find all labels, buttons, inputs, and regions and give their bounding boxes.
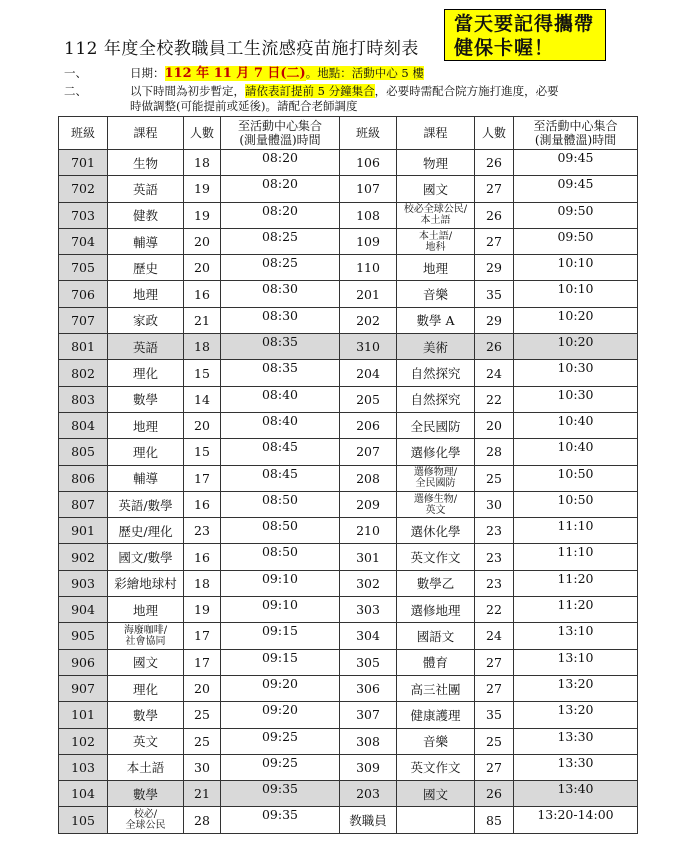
count-cell-2: 24 bbox=[475, 623, 514, 649]
course-cell-2: 體育 bbox=[397, 649, 475, 675]
course-cell-2: 物理 bbox=[397, 150, 475, 176]
count-cell-2: 23 bbox=[475, 544, 514, 570]
header-count-2: 人數 bbox=[475, 117, 514, 150]
count-cell-2: 29 bbox=[475, 307, 514, 333]
table-row bbox=[59, 360, 638, 386]
time-cell: 08:30 bbox=[221, 281, 340, 307]
reminder-line-2: 健保卡喔！ bbox=[454, 37, 555, 59]
class-cell: 901 bbox=[59, 518, 108, 544]
time-cell-2: 09:45 bbox=[514, 176, 638, 202]
time-cell-2: 09:50 bbox=[514, 202, 638, 228]
course-cell: 國文 bbox=[108, 649, 184, 675]
time-cell-2: 11:20 bbox=[514, 570, 638, 596]
course-cell: 彩繪地球村 bbox=[108, 570, 184, 596]
header-course-2: 課程 bbox=[397, 117, 475, 150]
course-cell-2: 選修化學 bbox=[397, 439, 475, 465]
course-cell: 生物 bbox=[108, 150, 184, 176]
class-cell: 903 bbox=[59, 570, 108, 596]
time-cell-2: 10:20 bbox=[514, 307, 638, 333]
course-cell: 英語/數學 bbox=[108, 491, 184, 517]
schedule-table bbox=[58, 116, 638, 834]
class-cell: 105 bbox=[59, 807, 108, 833]
time-cell: 09:15 bbox=[221, 623, 340, 649]
table-row bbox=[59, 281, 638, 307]
table-row bbox=[59, 491, 638, 517]
course-cell-2: 選修生物/ 英文 bbox=[397, 491, 475, 517]
time-cell-2: 13:20 bbox=[514, 702, 638, 728]
count-cell: 21 bbox=[184, 307, 221, 333]
info-text: 以下時間為初步暫定， bbox=[130, 84, 245, 98]
course-cell-2: 選修物理/ 全民國防 bbox=[397, 465, 475, 491]
course-cell-2: 選休化學 bbox=[397, 518, 475, 544]
course-cell: 理化 bbox=[108, 439, 184, 465]
class-cell-2: 207 bbox=[340, 439, 397, 465]
class-cell: 906 bbox=[59, 649, 108, 675]
course-cell-2: 國文 bbox=[397, 176, 475, 202]
class-cell-2: 204 bbox=[340, 360, 397, 386]
count-cell: 20 bbox=[184, 412, 221, 438]
time-cell: 09:10 bbox=[221, 570, 340, 596]
table-row bbox=[59, 544, 638, 570]
class-cell: 104 bbox=[59, 781, 108, 807]
class-cell: 705 bbox=[59, 255, 108, 281]
time-cell: 08:40 bbox=[221, 386, 340, 412]
course-cell: 輔導 bbox=[108, 228, 184, 254]
time-cell: 08:30 bbox=[221, 307, 340, 333]
course-cell: 國文/數學 bbox=[108, 544, 184, 570]
count-cell-2: 26 bbox=[475, 781, 514, 807]
time-cell: 09:20 bbox=[221, 675, 340, 701]
course-cell-2: 自然探究 bbox=[397, 360, 475, 386]
course-cell-2: 數學 A bbox=[397, 307, 475, 333]
count-cell: 17 bbox=[184, 623, 221, 649]
time-cell: 08:25 bbox=[221, 228, 340, 254]
time-cell-2: 11:20 bbox=[514, 597, 638, 623]
count-cell: 17 bbox=[184, 649, 221, 675]
course-cell-2: 全民國防 bbox=[397, 412, 475, 438]
time-cell-2: 10:40 bbox=[514, 412, 638, 438]
table-row bbox=[59, 202, 638, 228]
count-cell-2: 27 bbox=[475, 228, 514, 254]
location-text: 。地點：活動中心 5 樓 bbox=[305, 66, 424, 80]
course-cell: 理化 bbox=[108, 360, 184, 386]
table-row bbox=[59, 781, 638, 807]
class-cell: 907 bbox=[59, 675, 108, 701]
time-cell: 08:45 bbox=[221, 439, 340, 465]
class-cell: 103 bbox=[59, 754, 108, 780]
header-count: 人數 bbox=[184, 117, 221, 150]
course-cell-2: 美術 bbox=[397, 334, 475, 360]
table-row bbox=[59, 518, 638, 544]
class-cell: 102 bbox=[59, 728, 108, 754]
count-cell: 19 bbox=[184, 597, 221, 623]
course-cell-2: 高三社團 bbox=[397, 675, 475, 701]
time-cell: 08:20 bbox=[221, 202, 340, 228]
course-cell: 輔導 bbox=[108, 465, 184, 491]
table-row bbox=[59, 623, 638, 649]
count-cell-2: 26 bbox=[475, 202, 514, 228]
table-row bbox=[59, 675, 638, 701]
time-cell-2: 13:30 bbox=[514, 754, 638, 780]
course-cell-2: 自然探究 bbox=[397, 386, 475, 412]
class-cell-2: 306 bbox=[340, 675, 397, 701]
header-time: 至活動中心集合 (測量體溫)時間 bbox=[221, 117, 340, 150]
count-cell-2: 22 bbox=[475, 386, 514, 412]
course-cell: 數學 bbox=[108, 702, 184, 728]
time-cell: 08:20 bbox=[221, 176, 340, 202]
course-cell: 歷史 bbox=[108, 255, 184, 281]
class-cell-2: 108 bbox=[340, 202, 397, 228]
class-cell: 801 bbox=[59, 334, 108, 360]
class-cell-2: 107 bbox=[340, 176, 397, 202]
count-cell-2: 22 bbox=[475, 597, 514, 623]
info-line-3 bbox=[130, 99, 357, 114]
info-text-cont: ，必要時需配合院方施打進度，必要 bbox=[374, 84, 559, 98]
class-cell-2: 310 bbox=[340, 334, 397, 360]
table-row bbox=[59, 728, 638, 754]
class-cell: 707 bbox=[59, 307, 108, 333]
time-cell: 08:35 bbox=[221, 334, 340, 360]
count-cell: 16 bbox=[184, 281, 221, 307]
time-cell: 08:45 bbox=[221, 465, 340, 491]
time-cell: 09:15 bbox=[221, 649, 340, 675]
date-label: 日期： bbox=[130, 66, 165, 80]
class-cell: 902 bbox=[59, 544, 108, 570]
course-cell: 數學 bbox=[108, 386, 184, 412]
class-cell-2: 206 bbox=[340, 412, 397, 438]
count-cell-2: 35 bbox=[475, 702, 514, 728]
class-cell-2: 106 bbox=[340, 150, 397, 176]
time-cell-2: 13:10 bbox=[514, 623, 638, 649]
time-cell: 09:25 bbox=[221, 754, 340, 780]
count-cell: 28 bbox=[184, 807, 221, 833]
count-cell: 25 bbox=[184, 728, 221, 754]
table-row bbox=[59, 465, 638, 491]
time-cell-2: 10:10 bbox=[514, 255, 638, 281]
class-cell-2: 305 bbox=[340, 649, 397, 675]
count-cell-2: 26 bbox=[475, 150, 514, 176]
table-row bbox=[59, 570, 638, 596]
table-row bbox=[59, 386, 638, 412]
count-cell: 19 bbox=[184, 202, 221, 228]
item-number-1: 一、 bbox=[64, 66, 87, 80]
count-cell-2: 25 bbox=[475, 465, 514, 491]
time-cell: 09:10 bbox=[221, 597, 340, 623]
course-cell-2: 健康護理 bbox=[397, 702, 475, 728]
time-cell-2: 10:50 bbox=[514, 491, 638, 517]
class-cell-2: 203 bbox=[340, 781, 397, 807]
class-cell: 803 bbox=[59, 386, 108, 412]
time-cell: 08:50 bbox=[221, 518, 340, 544]
table-row bbox=[59, 307, 638, 333]
count-cell: 30 bbox=[184, 754, 221, 780]
time-cell-2: 11:10 bbox=[514, 518, 638, 544]
table-row bbox=[59, 807, 638, 833]
info-text-3: 時做調整(可能提前或延後)。請配合老師調度 bbox=[130, 99, 358, 113]
count-cell: 14 bbox=[184, 386, 221, 412]
count-cell: 18 bbox=[184, 334, 221, 360]
course-cell-2: 音樂 bbox=[397, 281, 475, 307]
time-cell-2: 09:45 bbox=[514, 150, 638, 176]
class-cell: 101 bbox=[59, 702, 108, 728]
class-cell-2: 209 bbox=[340, 491, 397, 517]
count-cell-2: 29 bbox=[475, 255, 514, 281]
count-cell: 20 bbox=[184, 675, 221, 701]
time-cell-2: 10:50 bbox=[514, 465, 638, 491]
info-line-2 bbox=[64, 84, 559, 99]
count-cell-2: 20 bbox=[475, 412, 514, 438]
header-class: 班級 bbox=[59, 117, 108, 150]
count-cell-2: 27 bbox=[475, 754, 514, 780]
class-cell-2: 307 bbox=[340, 702, 397, 728]
table-row bbox=[59, 255, 638, 281]
time-cell-2: 09:50 bbox=[514, 228, 638, 254]
class-cell-2: 教職員 bbox=[340, 807, 397, 833]
course-cell-2: 國語文 bbox=[397, 623, 475, 649]
count-cell-2: 25 bbox=[475, 728, 514, 754]
info-line-1 bbox=[64, 66, 424, 81]
header-course: 課程 bbox=[108, 117, 184, 150]
course-cell: 英語 bbox=[108, 176, 184, 202]
class-cell: 802 bbox=[59, 360, 108, 386]
class-cell-2: 201 bbox=[340, 281, 397, 307]
assembly-notice: 請依表訂提前 5 分鐘集合 bbox=[245, 84, 375, 98]
course-cell-2: 校必全球公民/ 本土語 bbox=[397, 202, 475, 228]
header-time-2: 至活動中心集合 (測量體溫)時間 bbox=[514, 117, 638, 150]
course-cell: 家政 bbox=[108, 307, 184, 333]
class-cell-2: 309 bbox=[340, 754, 397, 780]
count-cell: 17 bbox=[184, 465, 221, 491]
class-cell-2: 110 bbox=[340, 255, 397, 281]
table-row bbox=[59, 702, 638, 728]
time-cell: 08:25 bbox=[221, 255, 340, 281]
table-row bbox=[59, 597, 638, 623]
course-cell: 理化 bbox=[108, 675, 184, 701]
time-cell-2: 13:30 bbox=[514, 728, 638, 754]
reminder-line-1: 當天要記得攜帶 bbox=[454, 13, 595, 35]
class-cell: 807 bbox=[59, 491, 108, 517]
course-cell-2: 地理 bbox=[397, 255, 475, 281]
class-cell: 806 bbox=[59, 465, 108, 491]
course-cell: 健教 bbox=[108, 202, 184, 228]
table-row bbox=[59, 754, 638, 780]
course-cell: 英文 bbox=[108, 728, 184, 754]
time-cell: 08:50 bbox=[221, 491, 340, 517]
course-cell: 校必/ 全球公民 bbox=[108, 807, 184, 833]
table-row bbox=[59, 150, 638, 176]
count-cell: 20 bbox=[184, 228, 221, 254]
class-cell: 805 bbox=[59, 439, 108, 465]
time-cell-2: 13:40 bbox=[514, 781, 638, 807]
class-cell-2: 308 bbox=[340, 728, 397, 754]
time-cell-2: 13:10 bbox=[514, 649, 638, 675]
class-cell-2: 208 bbox=[340, 465, 397, 491]
class-cell: 904 bbox=[59, 597, 108, 623]
class-cell-2: 301 bbox=[340, 544, 397, 570]
time-cell: 09:35 bbox=[221, 781, 340, 807]
count-cell-2: 27 bbox=[475, 649, 514, 675]
class-cell: 703 bbox=[59, 202, 108, 228]
table-row bbox=[59, 439, 638, 465]
course-cell: 英語 bbox=[108, 334, 184, 360]
class-cell-2: 202 bbox=[340, 307, 397, 333]
count-cell-2: 24 bbox=[475, 360, 514, 386]
table-header-row bbox=[59, 117, 638, 150]
health-card-reminder bbox=[444, 9, 606, 61]
course-cell: 歷史/理化 bbox=[108, 518, 184, 544]
course-cell: 海廢咖啡/ 社會協同 bbox=[108, 623, 184, 649]
class-cell-2: 109 bbox=[340, 228, 397, 254]
course-cell: 地理 bbox=[108, 597, 184, 623]
time-cell-2: 10:40 bbox=[514, 439, 638, 465]
class-cell: 702 bbox=[59, 176, 108, 202]
count-cell: 19 bbox=[184, 176, 221, 202]
table-row bbox=[59, 176, 638, 202]
page-title: 112 年度全校教職員工生流感疫苗施打時刻表 bbox=[64, 39, 419, 59]
count-cell-2: 30 bbox=[475, 491, 514, 517]
course-cell-2: 本土語/ 地科 bbox=[397, 228, 475, 254]
table-row bbox=[59, 228, 638, 254]
count-cell-2: 27 bbox=[475, 176, 514, 202]
time-cell-2: 11:10 bbox=[514, 544, 638, 570]
count-cell-2: 35 bbox=[475, 281, 514, 307]
course-cell-2 bbox=[397, 807, 475, 833]
class-cell-2: 205 bbox=[340, 386, 397, 412]
course-cell-2: 數學乙 bbox=[397, 570, 475, 596]
time-cell-2: 13:20 bbox=[514, 675, 638, 701]
class-cell: 804 bbox=[59, 412, 108, 438]
item-number-2: 二、 bbox=[64, 84, 87, 98]
time-cell-2: 10:30 bbox=[514, 386, 638, 412]
time-cell-2: 10:20 bbox=[514, 334, 638, 360]
class-cell: 701 bbox=[59, 150, 108, 176]
count-cell-2: 28 bbox=[475, 439, 514, 465]
vaccination-date: 112 年 11 月 7 日(二) bbox=[164, 66, 306, 81]
count-cell-2: 85 bbox=[475, 807, 514, 833]
time-cell-2: 13:20-14:00 bbox=[514, 807, 638, 833]
class-cell: 704 bbox=[59, 228, 108, 254]
class-cell-2: 210 bbox=[340, 518, 397, 544]
course-cell: 地理 bbox=[108, 412, 184, 438]
table-row bbox=[59, 649, 638, 675]
table-row bbox=[59, 334, 638, 360]
count-cell: 15 bbox=[184, 439, 221, 465]
time-cell: 09:20 bbox=[221, 702, 340, 728]
time-cell-2: 10:10 bbox=[514, 281, 638, 307]
count-cell: 16 bbox=[184, 544, 221, 570]
count-cell: 16 bbox=[184, 491, 221, 517]
class-cell: 706 bbox=[59, 281, 108, 307]
course-cell-2: 英文作文 bbox=[397, 754, 475, 780]
time-cell: 09:35 bbox=[221, 807, 340, 833]
class-cell: 905 bbox=[59, 623, 108, 649]
count-cell: 18 bbox=[184, 570, 221, 596]
count-cell: 25 bbox=[184, 702, 221, 728]
course-cell: 地理 bbox=[108, 281, 184, 307]
table-row bbox=[59, 412, 638, 438]
count-cell-2: 26 bbox=[475, 334, 514, 360]
count-cell-2: 23 bbox=[475, 570, 514, 596]
class-cell-2: 304 bbox=[340, 623, 397, 649]
course-cell-2: 國文 bbox=[397, 781, 475, 807]
time-cell: 08:35 bbox=[221, 360, 340, 386]
count-cell: 15 bbox=[184, 360, 221, 386]
count-cell: 18 bbox=[184, 150, 221, 176]
course-cell: 本土語 bbox=[108, 754, 184, 780]
time-cell: 08:50 bbox=[221, 544, 340, 570]
class-cell-2: 303 bbox=[340, 597, 397, 623]
course-cell: 數學 bbox=[108, 781, 184, 807]
class-cell-2: 302 bbox=[340, 570, 397, 596]
table-body bbox=[59, 150, 638, 834]
course-cell-2: 選修地理 bbox=[397, 597, 475, 623]
time-cell-2: 10:30 bbox=[514, 360, 638, 386]
count-cell-2: 27 bbox=[475, 675, 514, 701]
course-cell-2: 音樂 bbox=[397, 728, 475, 754]
count-cell: 21 bbox=[184, 781, 221, 807]
header-class-2: 班級 bbox=[340, 117, 397, 150]
time-cell: 09:25 bbox=[221, 728, 340, 754]
course-cell-2: 英文作文 bbox=[397, 544, 475, 570]
count-cell: 20 bbox=[184, 255, 221, 281]
time-cell: 08:40 bbox=[221, 412, 340, 438]
count-cell-2: 23 bbox=[475, 518, 514, 544]
count-cell: 23 bbox=[184, 518, 221, 544]
time-cell: 08:20 bbox=[221, 150, 340, 176]
